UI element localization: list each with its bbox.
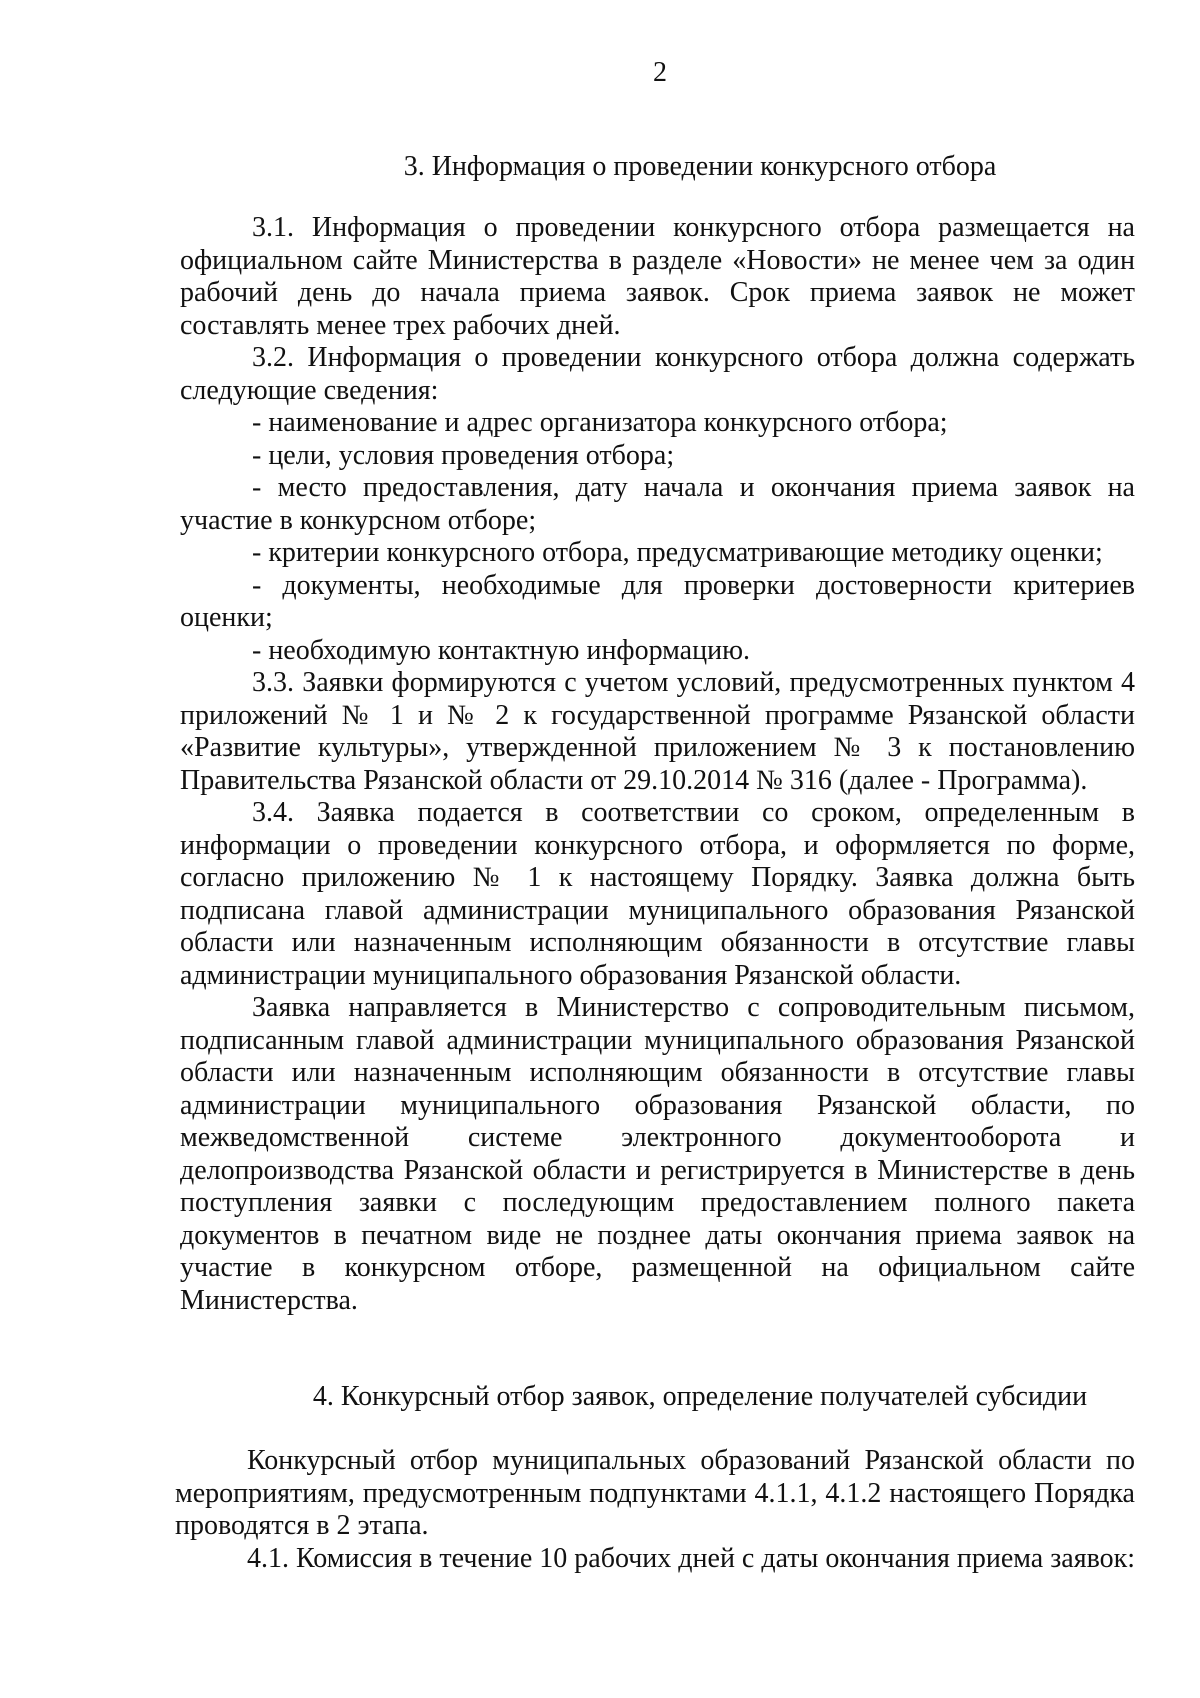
section-4-heading: 4. Конкурсный отбор заявок, определение получателей субсидии: [312, 1381, 1088, 1412]
section-3-body: [180, 212, 1135, 1317]
list-item: - необходимую контактную информацию.: [252, 634, 750, 666]
section-4-body: [175, 1445, 1135, 1575]
paragraph-3-2: 3.2. Информация о проведении конкурсного отбора должна содержать следующие сведения:: [180, 342, 1135, 406]
list-item: - место предоставления, дату начала и окончания приема заявок на участие в конкурсном отборе;: [180, 472, 1135, 536]
paragraph-3-4-continued: Заявка направляется в Министерство с сопроводительным письмом, подписанным главой администрации муниципального образования Рязанской области или назначенным исполняющим обязанности в отсутствие главы администрации муниципального образования Рязанской области, по межведомственной системе электронного документооборота и делопроизводства Рязанской области и регистрируется в Министерстве в день поступления заявки с последующим предоставлением полного пакета документов в печатном виде не позднее даты окончания приема заявок на участие в конкурсном отборе, размещенной на официальном сайте Министерства.: [180, 992, 1135, 1316]
list-item: - критерии конкурсного отбора, предусматривающие методику оценки;: [252, 537, 1103, 568]
paragraph-4-intro: Конкурсный отбор муниципальных образований Рязанской области по мероприятиям, предусмотренным подпунктами 4.1.1, 4.1.2 настоящего Порядка проводятся в 2 этапа.: [175, 1445, 1135, 1541]
list-item: - цели, условия проведения отбора;: [252, 439, 675, 471]
paragraph-3-4: 3.4. Заявка подается в соответствии со сроком, определенным в информации о проведении конкурсного отбора, и оформляется по форме, согласно приложению № 1 к настоящему Порядку. Заявка должна быть подписана главой администрации муниципального образования Рязанской области или назначенным исполняющим обязанности в отсутствие главы администрации муниципального образования Рязанской области.: [180, 797, 1135, 991]
section-3-heading: 3. Информация о проведении конкурсного отбора: [403, 151, 997, 182]
paragraph-3-3: 3.3. Заявки формируются с учетом условий, предусмотренных пунктом 4 приложений № 1 и № 2 к государственной программе Рязанской области «Развитие культуры», утвержденной приложением № 3 к постановлению Правительства Рязанской области от 29.10.2014 № 316 (далее - Программа).: [180, 667, 1135, 796]
page-number: 2: [653, 57, 667, 88]
list-item: - документы, необходимые для проверки достоверности критериев оценки;: [180, 569, 1135, 633]
paragraph-3-1: 3.1. Информация о проведении конкурсного отбора размещается на официальном сайте Министерства в разделе «Новости» не менее чем за один рабочий день до начала приема заявок. Срок приема заявок не может составлять менее трех рабочих дней.: [180, 212, 1135, 341]
list-item: - наименование и адрес организатора конкурсного отбора;: [252, 407, 948, 438]
paragraph-4-1: 4.1. Комиссия в течение 10 рабочих дней с даты окончания приема заявок:: [247, 1542, 1136, 1574]
